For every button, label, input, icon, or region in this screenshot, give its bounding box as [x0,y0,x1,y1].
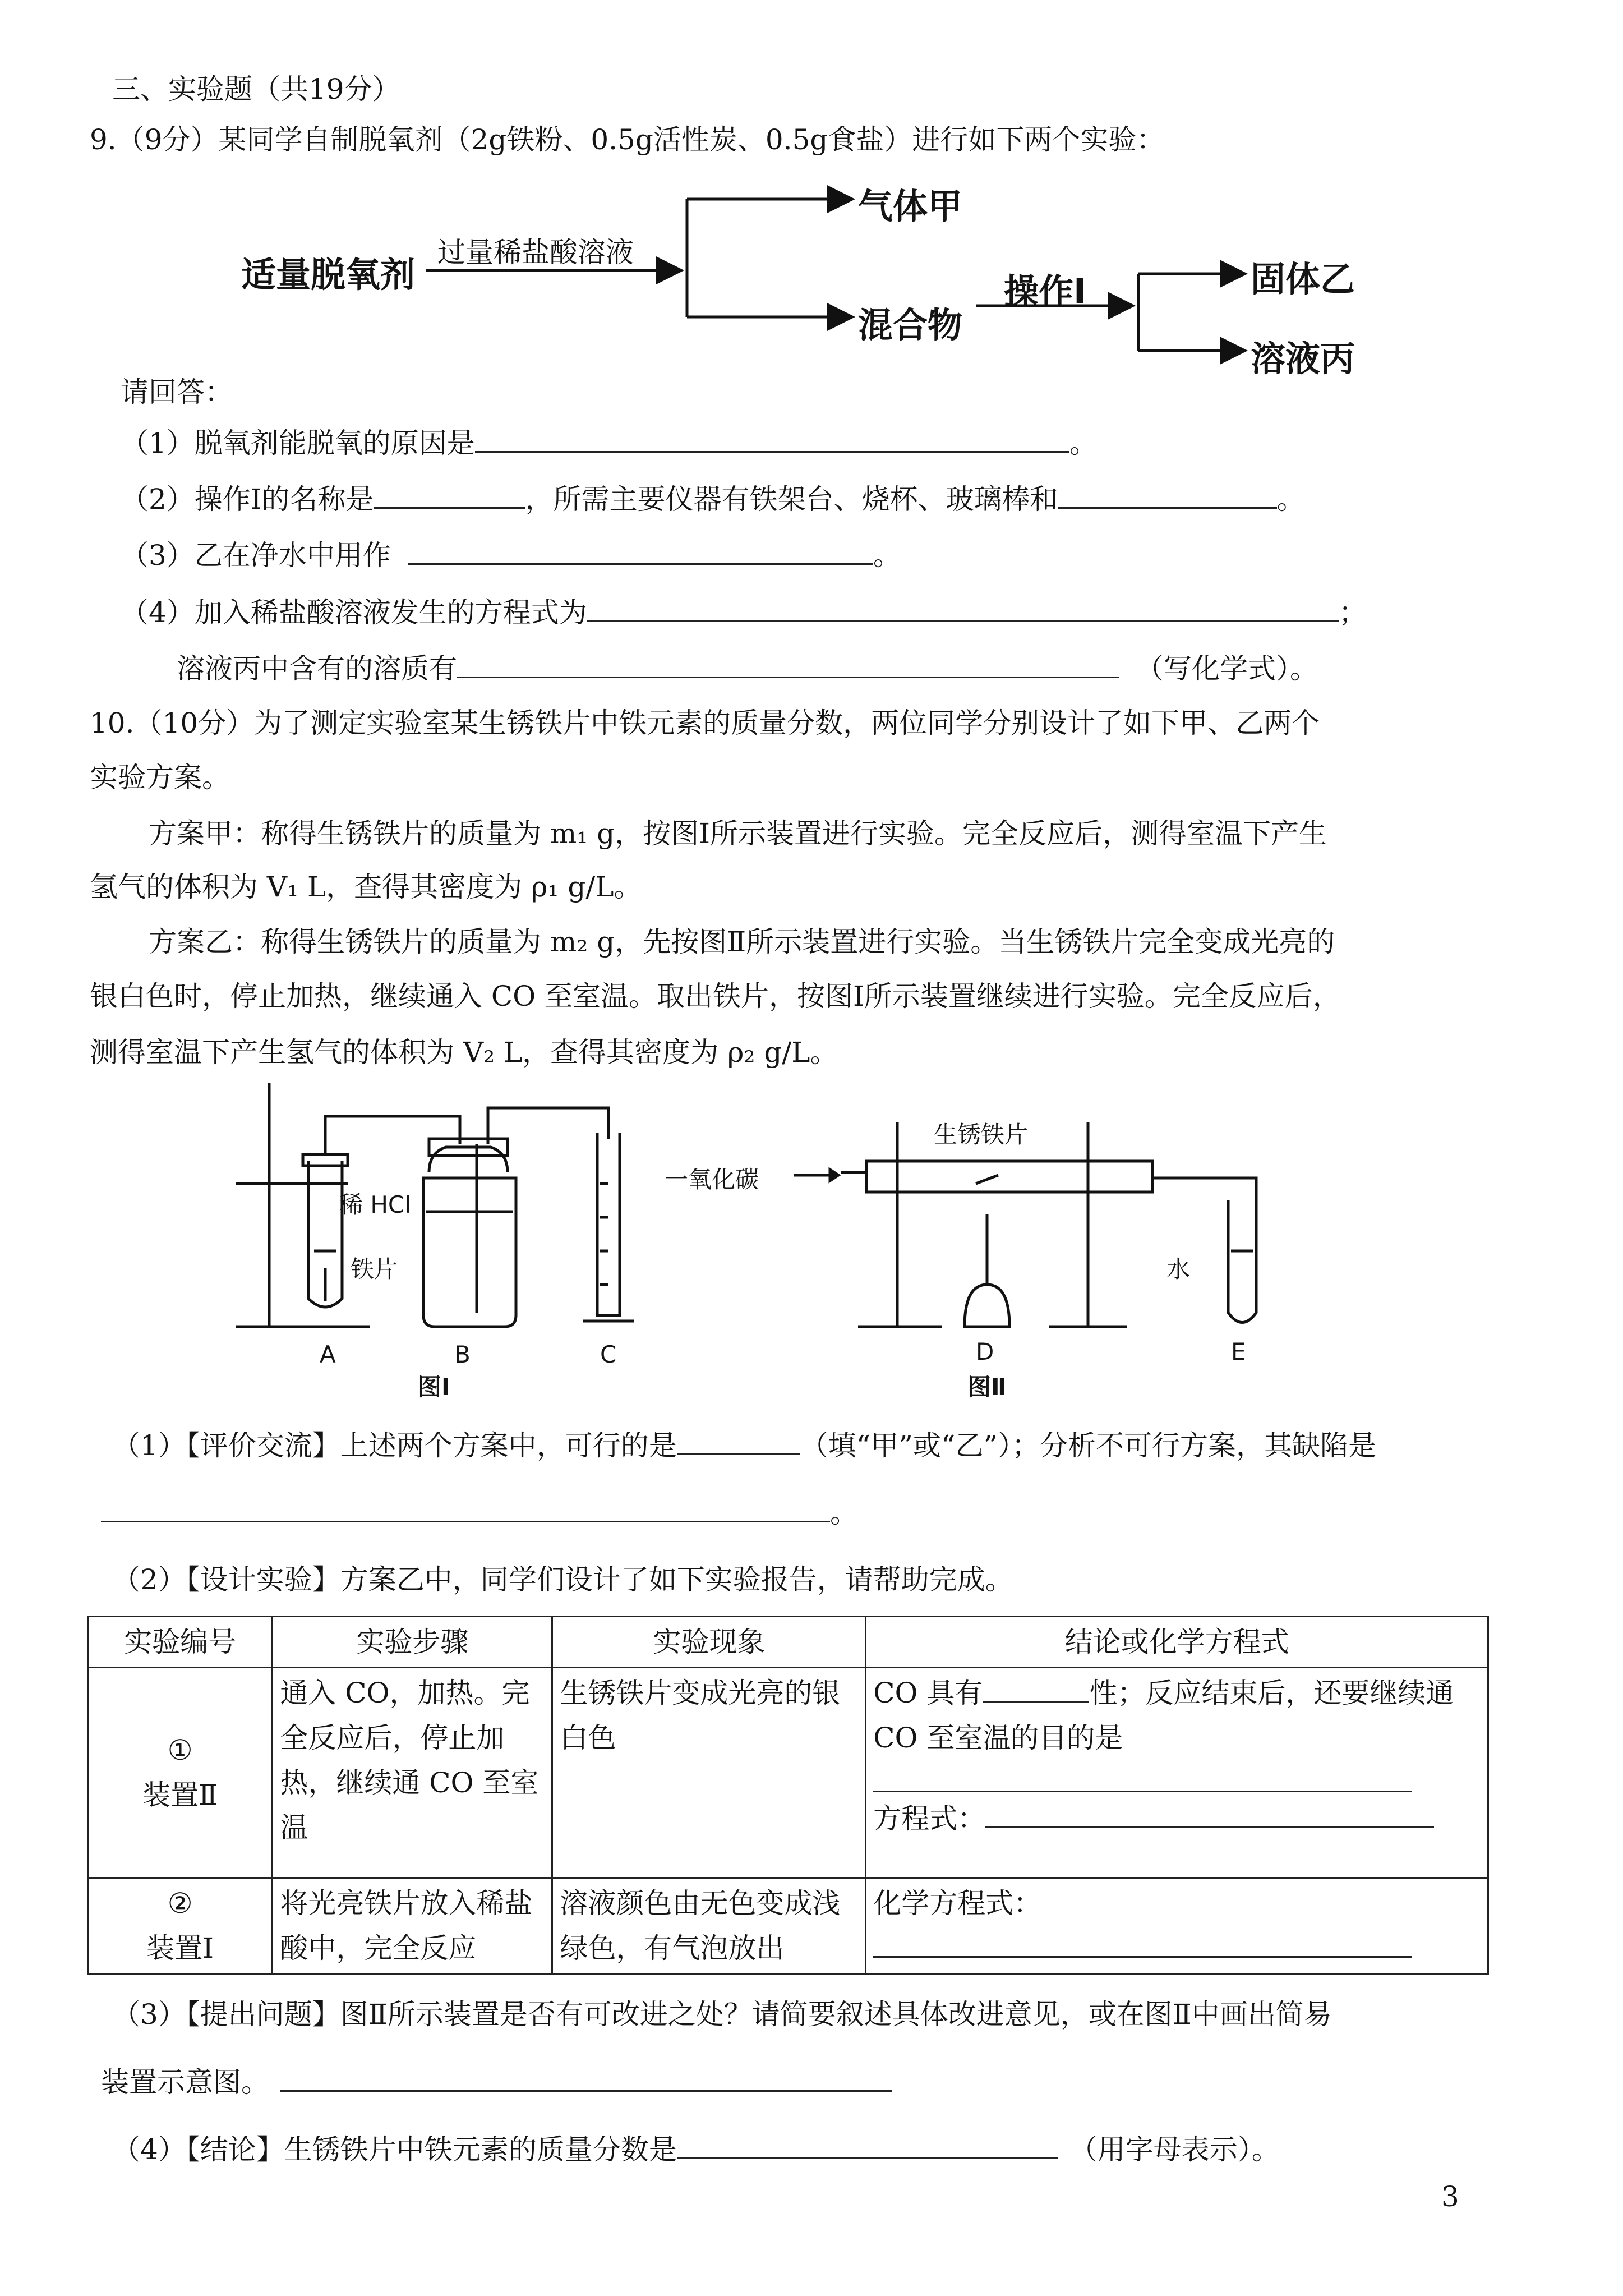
row1-num: ① [167,1734,193,1766]
q10-plan-b-2: 银白色时，停止加热，继续通入 CO 至室温。取出铁片，按图Ⅰ所示装置继续进行实验。完全反应后， [90,980,1341,1013]
q9-q4b-text: 溶液丙中含有的溶质有 [177,652,457,685]
row2-number-cell [88,1878,273,1974]
row2-step: 将光亮铁片放入稀盐酸中，完全反应 [273,1878,552,1974]
label-e: E [1231,1338,1246,1365]
iron-label: 铁片 [351,1255,398,1283]
q10-p3-blank[interactable] [280,2064,892,2092]
q10-p3-a: （3）【提出问题】图Ⅱ所示装置是否有可改进之处？请简要叙述具体改进意见，或在图Ⅱ中画出简易 [112,1998,1332,2031]
row1-blank-property[interactable] [983,1674,1089,1703]
row1-device: 装置Ⅱ [142,1779,218,1811]
q10-stem-1: 10.（10分）为了测定实验室某生锈铁片中铁元素的质量分数，两位同学分别设计了如下甲、乙两个 [90,707,1320,739]
q10-p4-text-b: （用字母表示）。 [1069,2133,1280,2166]
water-label: 水 [1166,1255,1191,1283]
table-header: 结论或化学方程式 [866,1617,1488,1668]
flow-mixture: 混合物 [858,305,963,346]
row1-blank-purpose[interactable] [873,1764,1412,1792]
q10-plan-b-3: 测得室温下产生氢气的体积为 V₂ L，查得其密度为 ρ₂ g/L。 [90,1036,838,1069]
q10-p1-text-a: （1）【评价交流】上述两个方案中，可行的是 [112,1429,677,1462]
q10-plan-b-1: 方案乙：称得生锈铁片的质量为 m₂ g，先按图Ⅱ所示装置进行实验。当生锈铁片完全变成光亮的 [149,926,1335,958]
row1-concl-a: CO 具有 [873,1677,983,1709]
label-d: D [976,1338,994,1365]
rusty-iron-label: 生锈铁片 [934,1121,1029,1148]
flow-start: 适量脱氧剂 [241,254,416,295]
q9-q2-text-a: （2）操作Ⅰ的名称是 [121,483,374,516]
row1-conclusion-cell [866,1668,1488,1878]
co-label: 一氧化碳 [665,1166,759,1193]
page-number: 3 [1441,2180,1459,2213]
label-b: B [454,1341,471,1368]
q9-prompt: 请回答： [121,376,233,408]
table-row [88,1668,1488,1878]
q10-plan-a-1: 方案甲：称得生锈铁片的质量为 m₁ g，按图Ⅰ所示装置进行实验。完全反应后，测得室温下产生 [149,817,1327,850]
row2-blank-equation[interactable] [873,1929,1412,1958]
row1-phenomenon: 生锈铁片变成光亮的银白色 [552,1668,866,1878]
fig2-caption: 图Ⅱ [967,1373,1007,1401]
flow-operation-label: 操作Ⅰ [1004,271,1087,312]
flow-solid: 固体乙 [1251,259,1355,300]
table-header: 实验编号 [88,1617,273,1668]
q10-p1-text-b: （填“甲”或“乙”）；分析不可行方案，其缺陷是 [800,1429,1377,1462]
q10-p3-b [101,2064,892,2100]
q9-q4b-end: （写化学式）。 [1136,652,1318,685]
acid-label: 稀 HCl [339,1191,411,1218]
table-header: 实验现象 [552,1617,866,1668]
q10-p1 [112,1428,1376,1463]
table-row [88,1878,1488,1974]
q9-stem: 9.（9分）某同学自制脱氧剂（2g铁粉、0.5g活性炭、0.5g食盐）进行如下两个实验： [90,123,1165,156]
flow-reagent-label: 过量稀盐酸溶液 [437,236,634,269]
row2-num: ② [167,1887,193,1920]
row1-blank-equation[interactable] [985,1800,1434,1828]
q10-p1-line2 [101,1495,858,1530]
q9-q3-end: 。 [873,539,901,572]
label-c: C [600,1341,617,1368]
q10-stem-2: 实验方案。 [90,761,230,794]
q10-p2: （2）【设计实验】方案乙中，同学们设计了如下实验报告，请帮助完成。 [112,1563,1013,1596]
q9-q1-text: （1）脱氧剂能脱氧的原因是 [121,427,475,459]
row1-eq-label: 方程式： [873,1802,986,1835]
experiment-table [87,1616,1489,1975]
flow-solution: 溶液丙 [1251,338,1355,379]
section-title: 三、实验题（共19分） [112,73,400,105]
q9-q2-text-b: ，所需主要仪器有铁架台、烧杯、玻璃棒和 [525,483,1058,516]
label-a: A [320,1341,336,1368]
row1-concl-b: 性；反应结束后，还要继续通 CO 至室温的目的是 [873,1677,1454,1754]
row1-step: 通入 CO，加热。完全反应后，停止加热，继续通 CO 至室温 [273,1668,552,1878]
q9-q2-end: 。 [1276,483,1305,516]
q10-p1-end: 。 [830,1497,858,1529]
fig1-caption: 图Ⅰ [418,1373,450,1401]
q10-p4 [112,2132,1280,2167]
q9-q4a-text: （4）加入稀盐酸溶液发生的方程式为 [121,596,587,629]
row2-phenomenon: 溶液颜色由无色变成浅绿色，有气泡放出 [552,1878,866,1974]
q10-p3-text: 装置示意图。 [101,2066,269,2099]
q10-p4-blank[interactable] [677,2132,1058,2159]
q9-q3-text: （3）乙在净水中用作 [121,539,391,572]
row2-conclusion-cell [866,1878,1488,1974]
row2-device: 装置Ⅰ [146,1932,214,1964]
q9-q1-end: 。 [1069,427,1098,459]
q10-p1-blank-1[interactable] [677,1428,800,1455]
q9-q4a-end: ； [1338,596,1367,629]
table-header-row [88,1617,1488,1668]
q10-p1-blank-2[interactable] [101,1495,830,1522]
q10-plan-a-2: 氢气的体积为 V₁ L，查得其密度为 ρ₁ g/L。 [90,871,642,903]
q10-p4-text-a: （4）【结论】生锈铁片中铁元素的质量分数是 [112,2133,677,2166]
table-header: 实验步骤 [273,1617,552,1668]
flow-gas: 气体甲 [858,186,963,227]
row2-eq-label: 化学方程式： [873,1887,1042,1920]
row1-number-cell [88,1668,273,1878]
